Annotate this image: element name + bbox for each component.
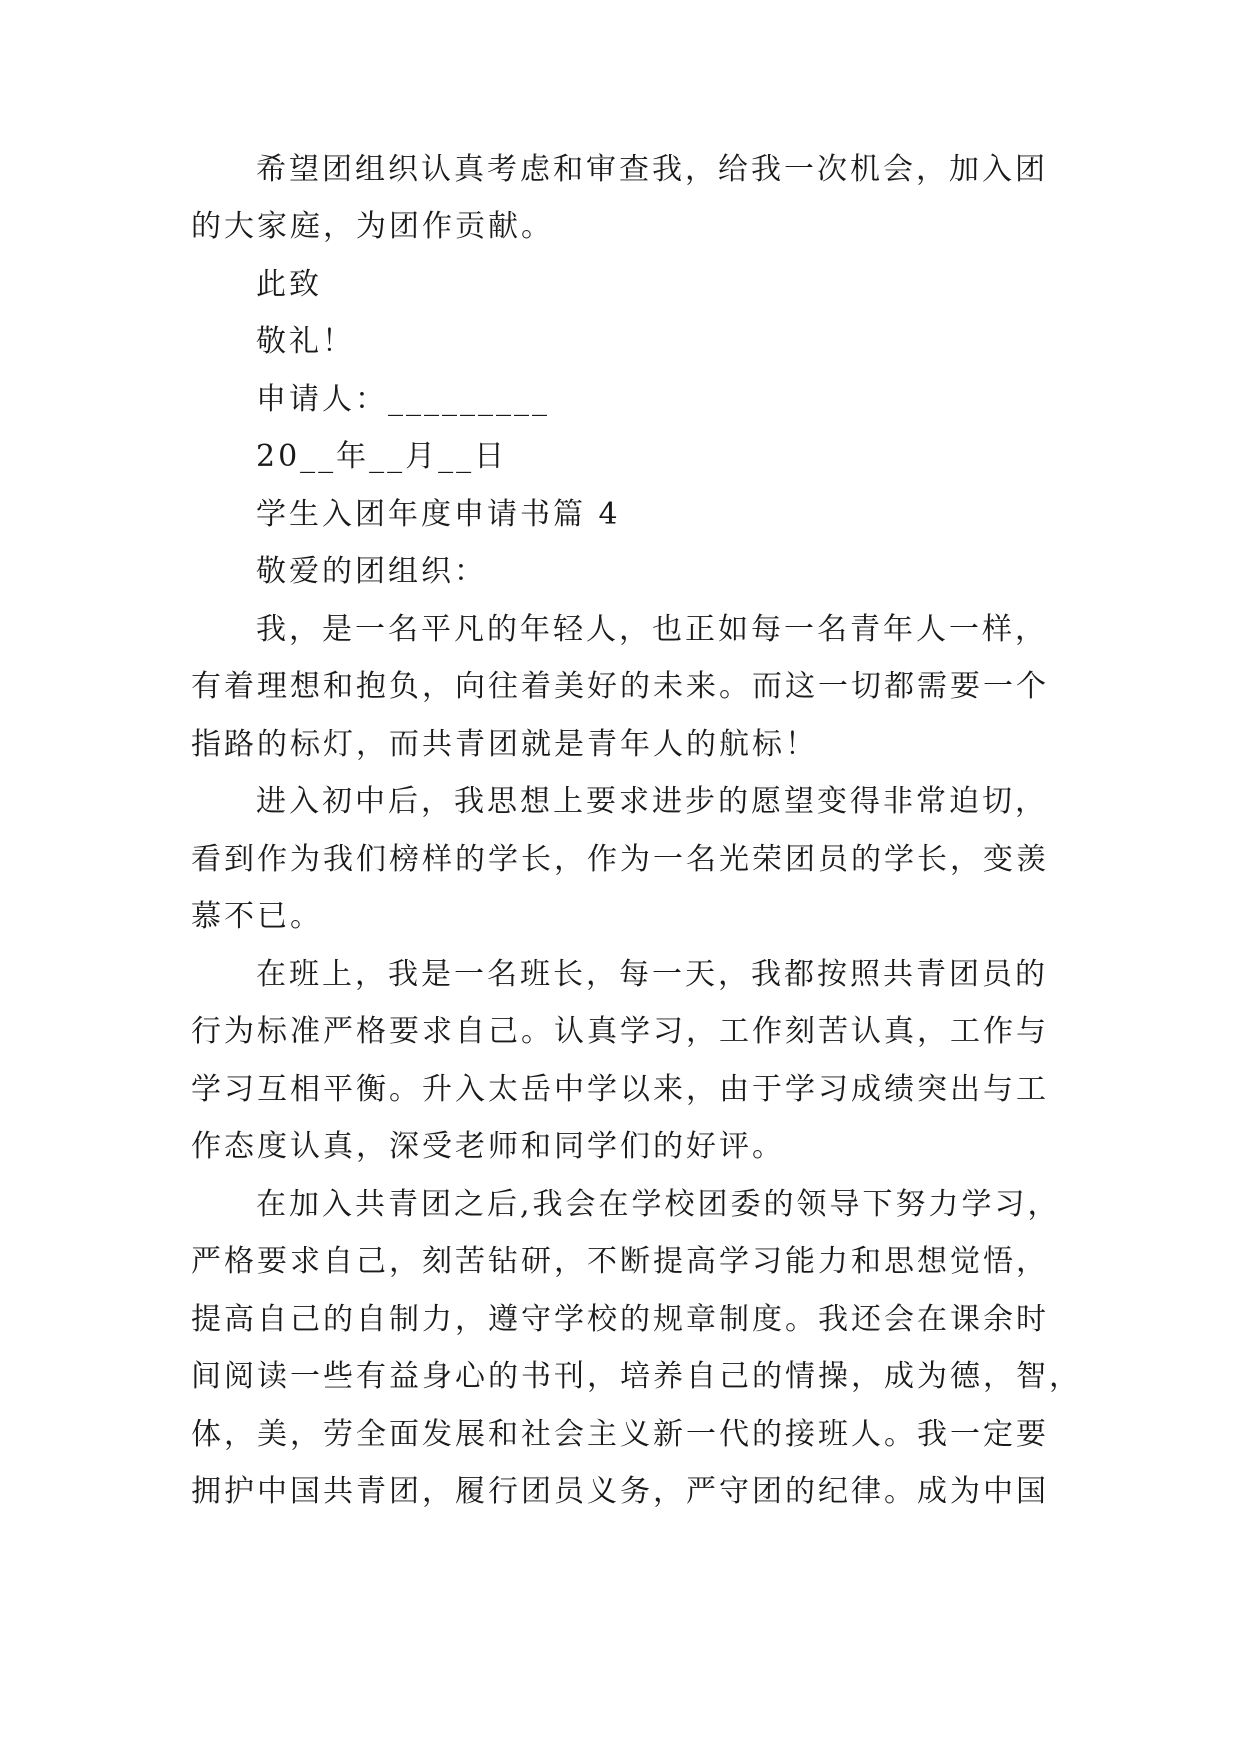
paragraph-line: 间阅读一些有益身心的书刊，培养自己的情操，成为德，智， [191,1359,1082,1394]
paragraph-line: 慕不已。 [191,899,323,934]
paragraph-line: 提高自己的自制力，遵守学校的规章制度。我还会在课余时 [191,1302,1049,1337]
paragraph-line: 严格要求自己，刻苦钻研，不断提高学习能力和思想觉悟， [191,1244,1049,1279]
paragraph-line: 在班上，我是一名班长，每一天，我都按照共青团员的 [256,957,1048,992]
salutation-line: 敬礼！ [256,324,355,359]
paragraph-line: 的大家庭，为团作贡献。 [191,209,554,244]
paragraph-line: 有着理想和抱负，向往着美好的未来。而这一切都需要一个 [191,669,1049,704]
paragraph-line: 指路的标灯，而共青团就是青年人的航标！ [191,727,818,762]
paragraph-line: 作态度认真，深受老师和同学们的好评。 [191,1129,785,1164]
salutation-line: 此致 [256,267,322,302]
greeting-line: 敬爱的团组织： [256,554,487,589]
paragraph-line: 学习互相平衡。升入太岳中学以来，由于学习成绩突出与工 [191,1072,1049,1107]
applicant-line: 申请人：_________ [256,382,550,417]
paragraph-line: 行为标准严格要求自己。认真学习，工作刻苦认真，工作与 [191,1014,1049,1049]
paragraph-line: 希望团组织认真考虑和审查我，给我一次机会，加入团 [256,152,1048,187]
paragraph-line: 我，是一名平凡的年轻人，也正如每一名青年人一样， [256,612,1048,647]
date-line: 20__年__月__日 [256,439,508,474]
paragraph-line: 体，美，劳全面发展和社会主义新一代的接班人。我一定要 [191,1417,1049,1452]
paragraph-line: 进入初中后，我思想上要求进步的愿望变得非常迫切， [256,784,1048,819]
paragraph-line: 在加入共青团之后,我会在学校团委的领导下努力学习， [256,1187,1061,1222]
paragraph-line: 看到作为我们榜样的学长，作为一名光荣团员的学长，变羡 [191,842,1049,877]
section-title: 学生入团年度申请书篇 4 [256,497,621,532]
paragraph-line: 拥护中国共青团，履行团员义务，严守团的纪律。成为中国 [191,1474,1049,1509]
